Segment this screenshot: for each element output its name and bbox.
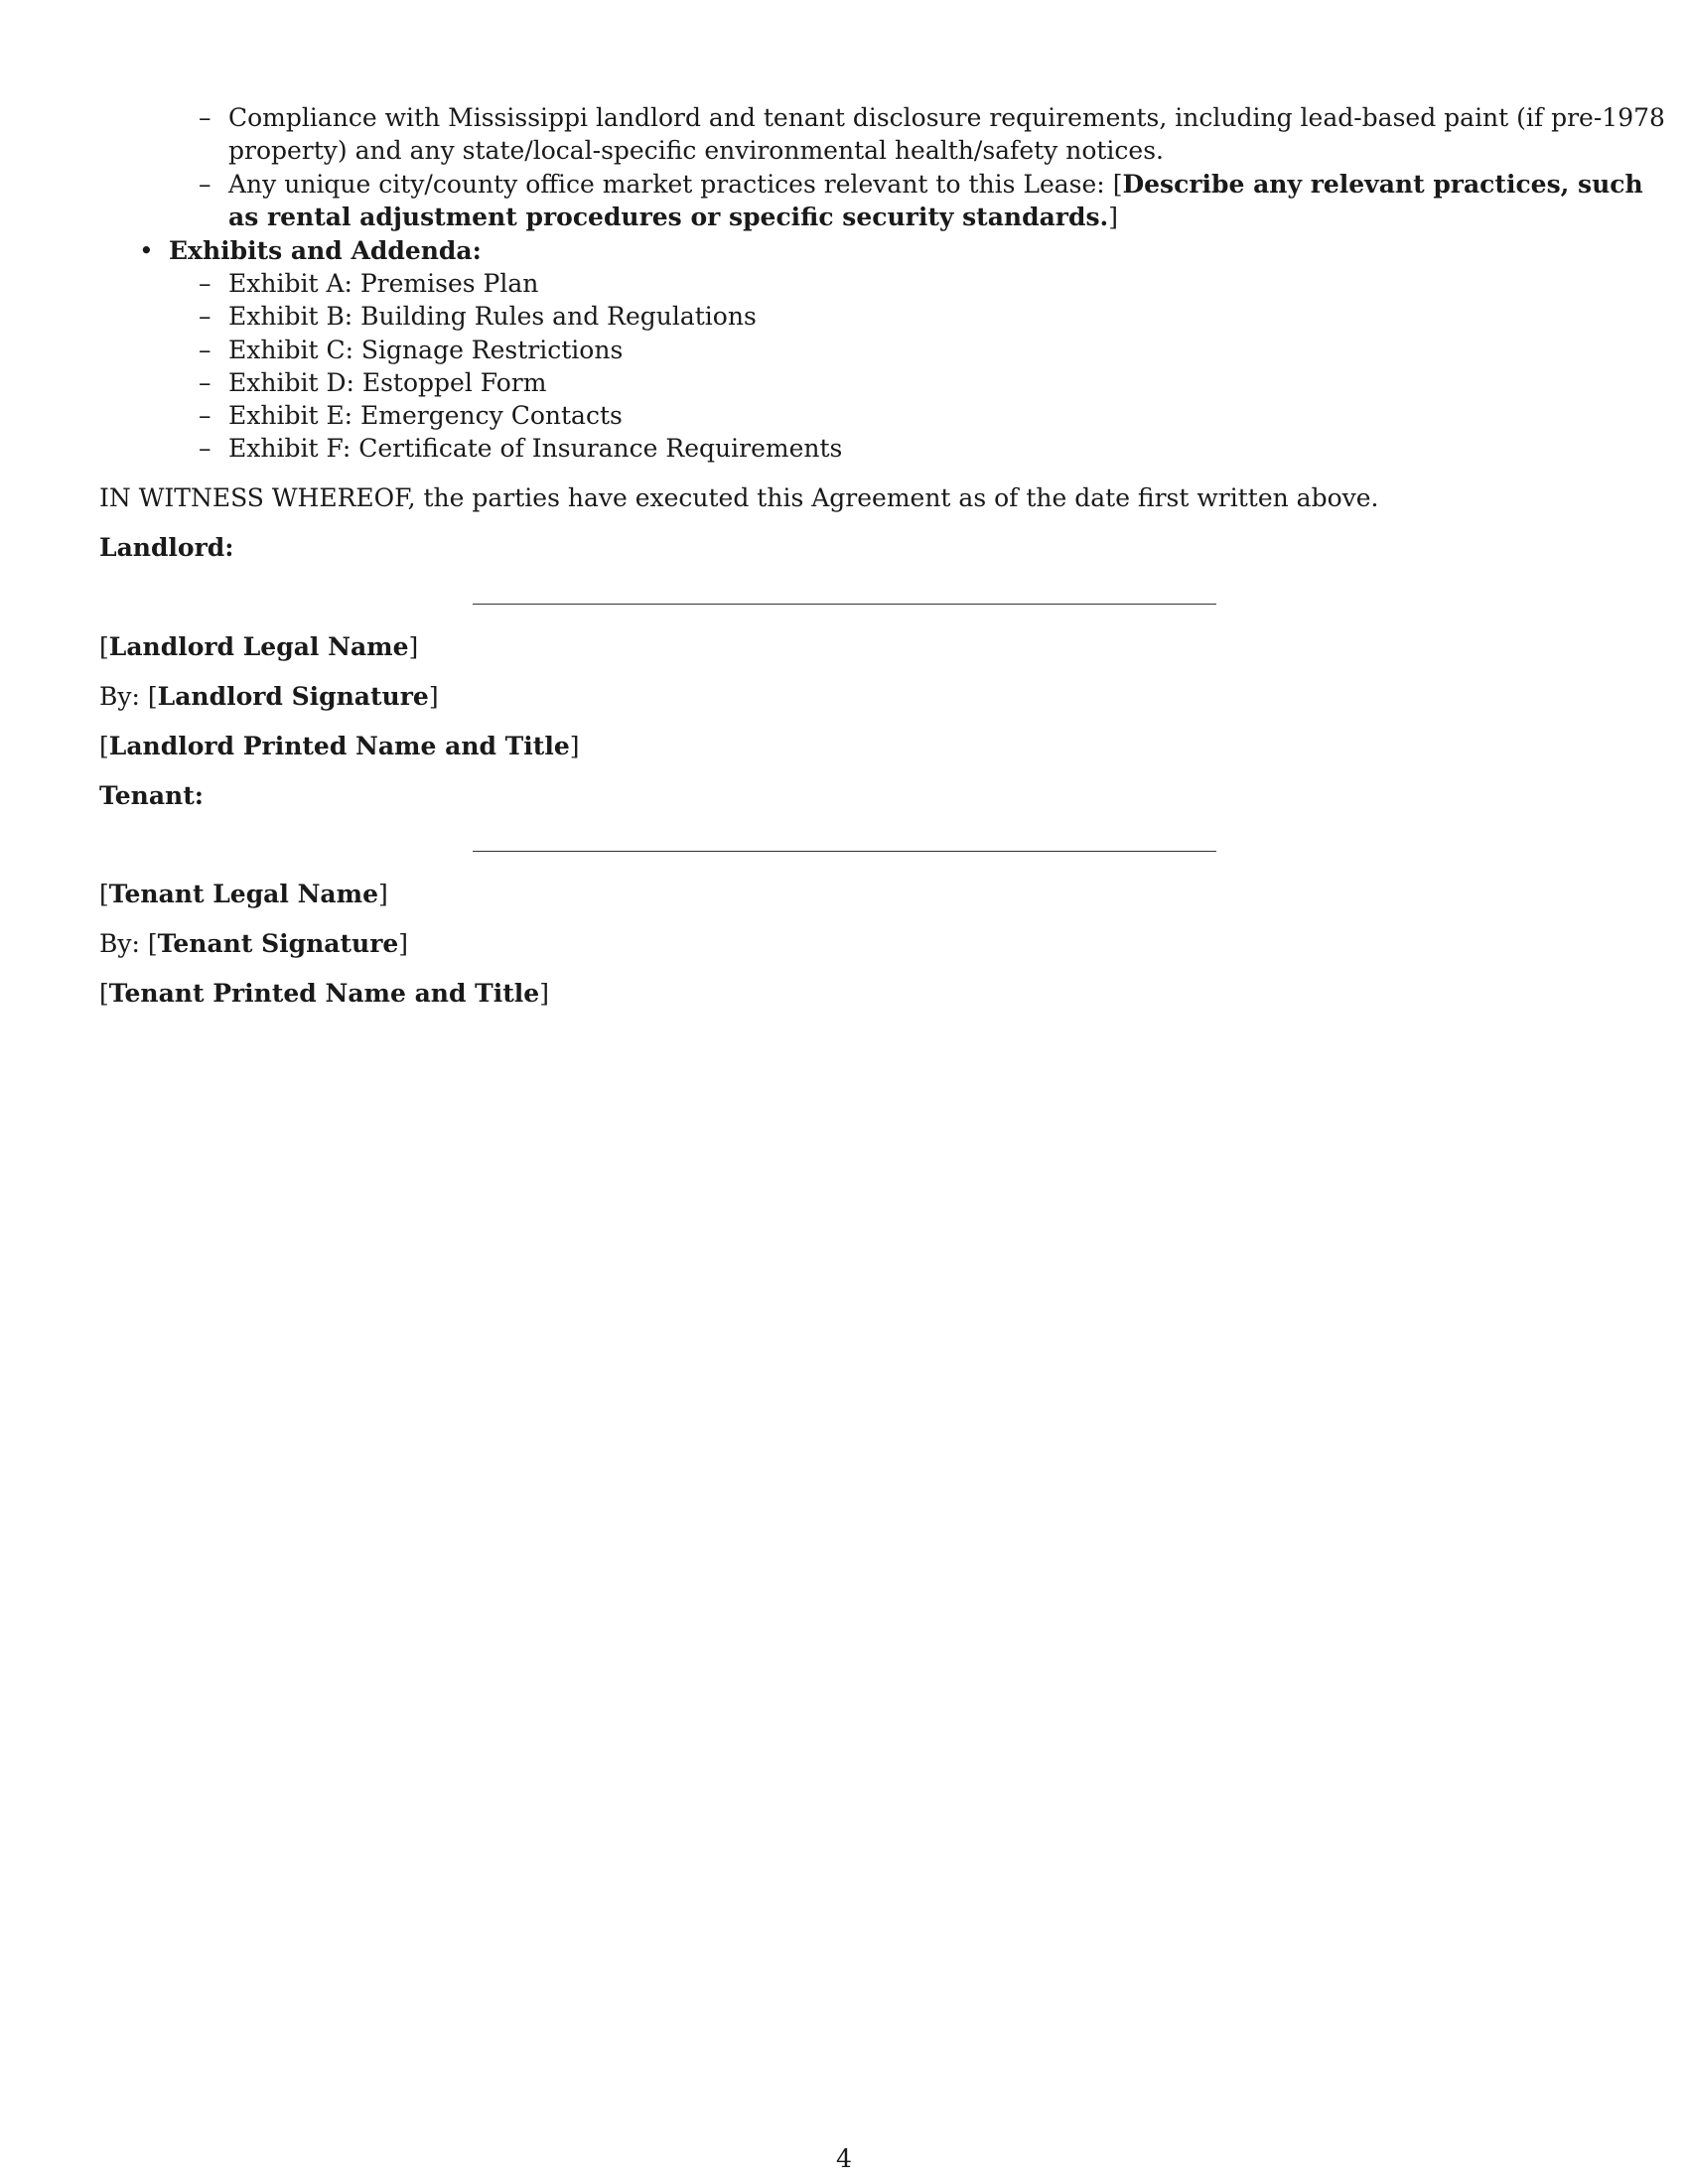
bullet-icon: • (139, 236, 154, 265)
close-bracket: ] (539, 979, 549, 1008)
open-bracket: [ (99, 979, 109, 1008)
landlord-label: Landlord: (99, 533, 234, 562)
dash-marker: – (199, 401, 211, 430)
exhibit-item: Exhibit C: Signage Restrictions (228, 336, 624, 364)
compliance-item-2-placeholder-line-2: as rental adjustment procedures or specific security standards. (228, 203, 1109, 231)
tenant-legal-name (99, 878, 388, 910)
landlord-printed-name-text: Landlord Printed Name and Title (108, 732, 570, 760)
tenant-legal-name-text: Tenant Legal Name (108, 880, 378, 908)
close-bracket: ] (1108, 203, 1118, 231)
compliance-item-2-line-1 (228, 168, 1643, 201)
dash-marker: – (199, 368, 211, 397)
landlord-signature-line (473, 604, 1216, 605)
compliance-item-1-line-2: property) and any state/local-specific environmental health/safety notices. (228, 136, 1164, 165)
landlord-legal-name (99, 630, 418, 663)
compliance-item-1-line-1: Compliance with Mississippi landlord and tenant disclosure requirements, including lead-based paint (if pre-1978 (228, 103, 1665, 132)
landlord-legal-name-text: Landlord Legal Name (108, 632, 409, 661)
open-bracket: [ (99, 880, 109, 908)
by-label: By: (99, 929, 140, 958)
by-label: By: (99, 682, 140, 711)
exhibit-item: Exhibit B: Building Rules and Regulations (228, 302, 757, 331)
close-bracket: ] (408, 632, 419, 661)
dash-marker: – (199, 336, 211, 364)
tenant-signature-text: Tenant Signature (157, 929, 399, 958)
dash-marker: – (199, 170, 211, 199)
open-bracket: [ (99, 632, 109, 661)
tenant-signature-field (99, 927, 408, 960)
dash-marker: – (199, 434, 211, 463)
tenant-label: Tenant: (99, 781, 204, 810)
compliance-item-2-line-2 (228, 201, 1118, 233)
tenant-printed-name-text: Tenant Printed Name and Title (108, 979, 540, 1008)
landlord-signature-text: Landlord Signature (157, 682, 429, 711)
dash-marker: – (199, 302, 211, 331)
landlord-signature-field (99, 680, 439, 713)
witness-statement: IN WITNESS WHEREOF, the parties have executed this Agreement as of the date first written above. (99, 483, 1379, 512)
exhibit-item: Exhibit E: Emergency Contacts (228, 401, 623, 430)
landlord-printed-name (99, 730, 580, 762)
compliance-item-2-text: Any unique city/county office market practices relevant to this Lease: (228, 170, 1113, 199)
close-bracket: ] (398, 929, 409, 958)
exhibit-item: Exhibit A: Premises Plan (228, 269, 539, 298)
dash-marker: – (199, 103, 211, 132)
open-bracket: [ (147, 929, 158, 958)
open-bracket: [ (1112, 170, 1123, 199)
exhibit-item: Exhibit D: Estoppel Form (228, 368, 547, 397)
compliance-item-2-placeholder-line-1: Describe any relevant practices, such (1122, 170, 1643, 199)
close-bracket: ] (377, 880, 388, 908)
close-bracket: ] (569, 732, 580, 760)
exhibits-heading: Exhibits and Addenda: (169, 236, 482, 265)
open-bracket: [ (147, 682, 158, 711)
exhibit-item: Exhibit F: Certificate of Insurance Requirements (228, 434, 843, 463)
page-number: 4 (836, 2144, 852, 2173)
tenant-printed-name (99, 977, 549, 1010)
open-bracket: [ (99, 732, 109, 760)
tenant-signature-line (473, 851, 1216, 852)
close-bracket: ] (428, 682, 439, 711)
dash-marker: – (199, 269, 211, 298)
